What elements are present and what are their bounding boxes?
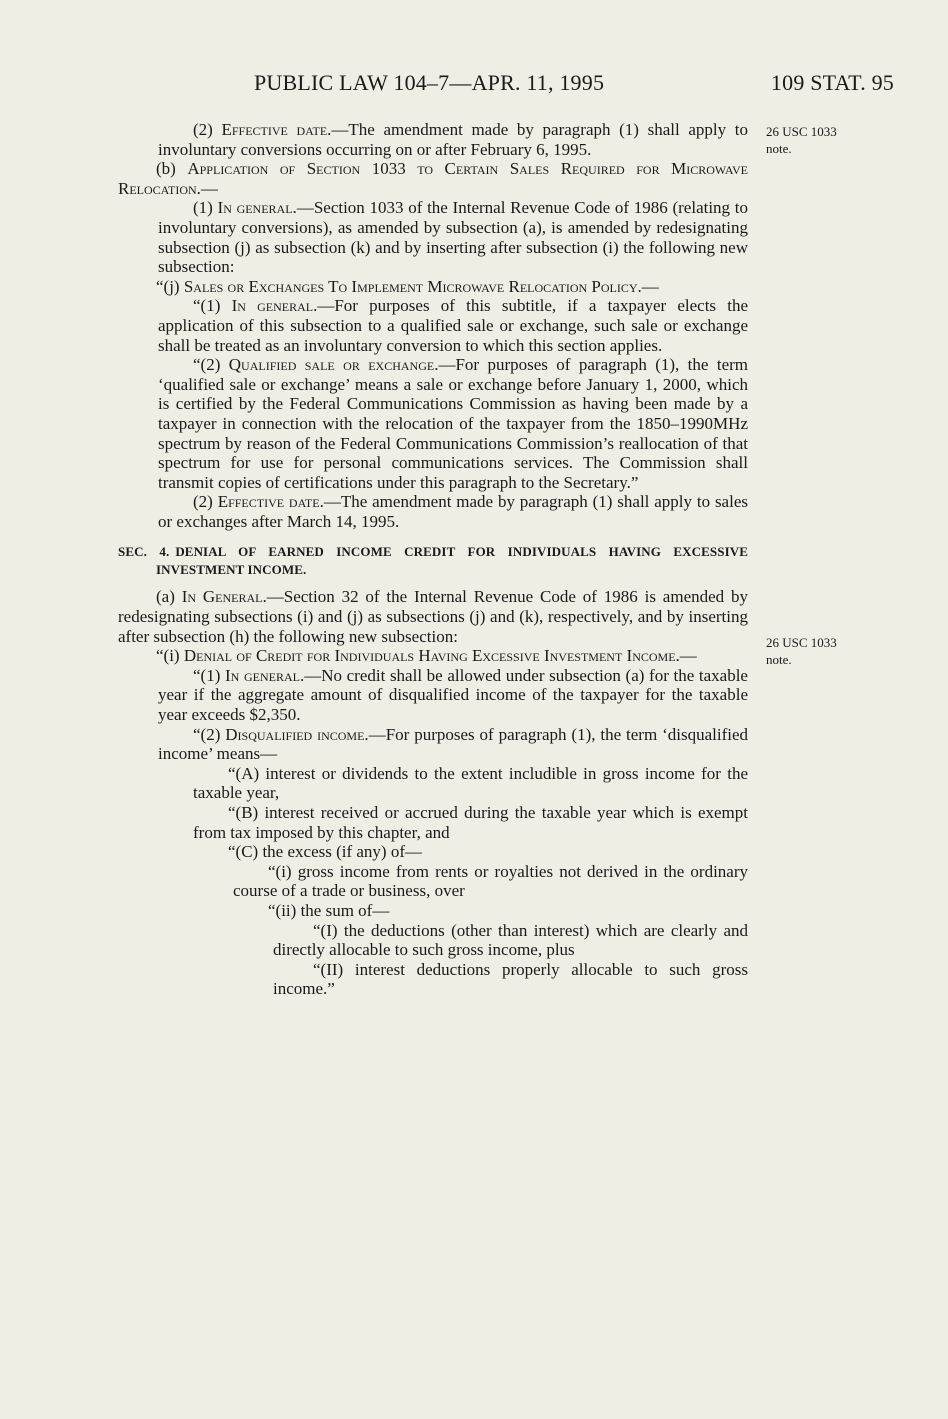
paragraph-denial-of-credit: “(i) Denial of Credit for Individuals Having Excessive Investment Income.— [156,646,697,666]
header-title: PUBLIC LAW 104–7—APR. 11, 1995 [254,70,605,95]
paragraph-in-general-3: “(1) In general.—No credit shall be allowed under subsection (a) for the taxable year if the aggregate amount of disqualified income of the taxpayer for the taxable year exceeds $2,350. [158,665,748,725]
subparagraph-a: “(A) interest or dividends to the extent includible in gross income for the taxable year, [193,763,748,803]
clause-i: “(i) gross income from rents or royalties not derived in the ordinary course of a trade or business, over [233,861,748,901]
paragraph-qualified-sale: “(2) Qualified sale or exchange.—For purposes of paragraph (1), the term ‘qualified sale or exchange’ means a sale or exchange before January 1, 2000, which is certified by the Federal Communications Commission as having been made by a taxpayer in connection with the relocation of the taxpayer from the 1850–1990MHz spectrum by reason of the Federal Communications Commission’s reallocation of that spectrum for use for personal communications services. The Commission shall transmit copies of certifications under this paragraph to the Secretary.” [158,355,748,492]
header-stat: 109 STAT. 95 [770,70,894,95]
subparagraph-c: “(C) the excess (if any) of— [228,842,423,862]
paragraph-in-general-1: (1) In general.—Section 1033 of the Internal Revenue Code of 1986 (relating to involuntary conversions), as amended by subsection (a), is amended by redesignating subsection (j) as subsection (k) and by inserting after subsection (i) the following new subsection: [158,198,748,277]
subparagraph-b: “(B) interest received or accrued during the taxable year which is exempt from tax imposed by this chapter, and [193,803,748,842]
paragraph-effective-date-2: (2) Effective date.—The amendment made by paragraph (1) shall apply to sales or exchanges after March 14, 1995. [158,492,748,531]
margin-note-2: 26 USC 1033 note. [766,635,837,667]
subclause-II: “(II) interest deductions properly allocable to such gross income.” [273,959,748,999]
document-body [118,120,748,999]
paragraph-in-general-a: (a) In General.—Section 32 of the Internal Revenue Code of 1986 is amended by redesignating subsections (i) and (j) as subsections (j) and (k), respectively, and by inserting after subsection (h) the following new subsection: [118,587,749,646]
clause-ii: “(ii) the sum of— [268,900,390,920]
paragraph-effective-date-1: (2) Effective date.—The amendment made by paragraph (1) shall apply to involuntary conversions occurring on or after February 6, 1995. [158,120,748,159]
section-4-heading: SEC. 4. DENIAL OF EARNED INCOME CREDIT FOR INDIVIDUALS HAVING EXCESSIVE INVESTMENT INCOME. [118,544,748,578]
subclause-I: “(I) the deductions (other than interest) which are clearly and directly allocable to such gross income, plus [273,920,748,960]
paragraph-disqualified-income: “(2) Disqualified income.—For purposes of paragraph (1), the term ‘disqualified income’ means— [158,724,748,764]
paragraph-in-general-2: “(1) In general.—For purposes of this subtitle, if a taxpayer elects the application of this subsection to a qualified sale or exchange, such sale or exchange shall be treated as an involuntary conversion to which this section applies. [158,296,749,355]
paragraph-sales-exchanges: “(j) Sales or Exchanges To Implement Microwave Relocation Policy.— [156,276,659,296]
paragraph-application-1033: (b) Application of Section 1033 to Certain Sales Required for Microwave Relocation.— [118,159,748,198]
margin-note-1: 26 USC 1033 note. [766,124,837,156]
page-header [118,70,894,100]
